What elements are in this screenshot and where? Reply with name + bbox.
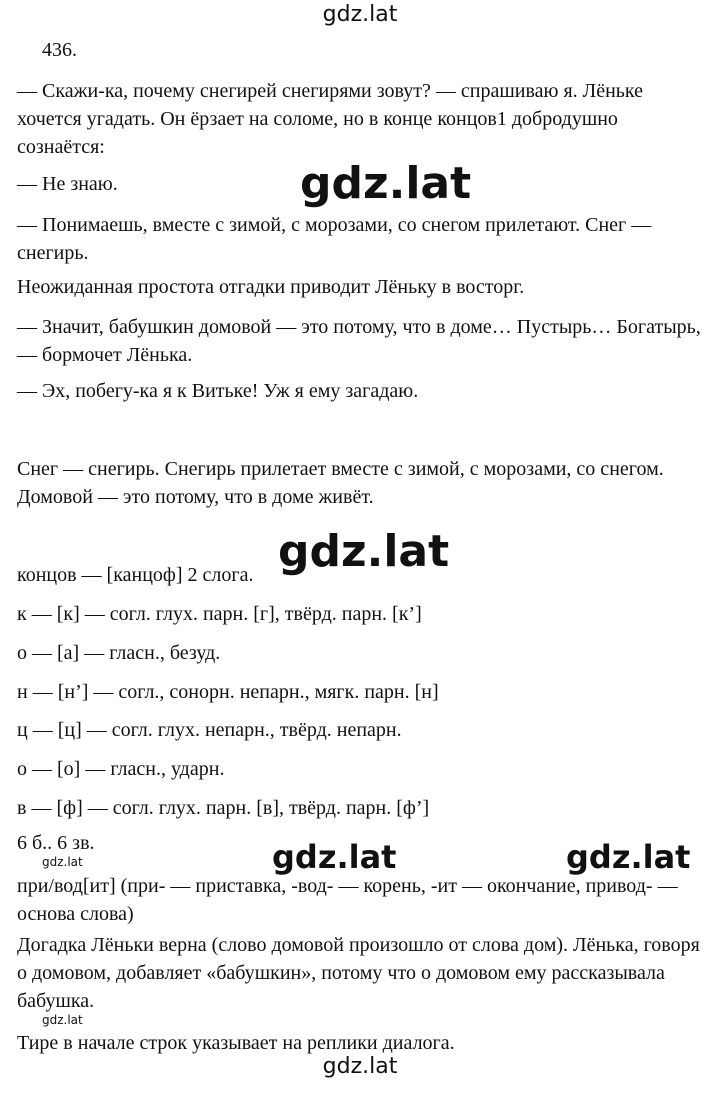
phonetic-summary: 6 б.. 6 зв. [17, 832, 95, 854]
morpheme-analysis: при/вод[ит] (при- — приставка, -вод- — корень, -ит — окончание, привод- — основа слова) [17, 875, 678, 925]
phonetic-line-5: о — [о] — гласн., ударн. [17, 758, 225, 780]
watermark-small-2: gdz.lat [42, 1013, 83, 1027]
phonetic-line-4: ц — [ц] — согл. глух. непарн., твёрд. непарн. [17, 719, 402, 741]
task-number: 436. [42, 39, 77, 61]
answer-paragraph: Снег — снегирь. Снегирь прилетает вместе с зимой, с морозами, со снегом. Домовой — это потому, что в доме живёт. [17, 458, 664, 508]
dialog-line-1: — Скажи-ка, почему снегирей снегирями зовут? — спрашиваю я. Лёньке хочется угадать. Он ёрзает на соломе, но в конце концов1 добродушно сознаётся: [17, 80, 644, 158]
watermark-small-1: gdz.lat [42, 855, 83, 869]
dialog-line-5: — Значит, бабушкин домовой — это потому, что в доме… Пустырь… Богатырь, — бормочет Лёнька. [17, 316, 701, 366]
dialog-line-3: — Понимаешь, вместе с зимой, с морозами, со снегом прилетают. Снег — снегирь. [17, 214, 652, 264]
watermark-bottom: gdz.lat [322, 1054, 398, 1079]
watermark-mid-2: gdz.lat [566, 838, 691, 876]
dialog-line-2: — Не знаю. [17, 173, 118, 195]
watermark-big-2: gdz.lat [278, 526, 450, 577]
phonetic-header: концов — [канцоф] 2 слога. [17, 564, 254, 586]
watermark-mid-1: gdz.lat [272, 838, 397, 876]
phonetic-line-2: о — [а] — гласн., безуд. [17, 642, 221, 664]
dash-note: Тире в начале строк указывает на реплики диалога. [17, 1032, 455, 1054]
dialog-line-4: Неожиданная простота отгадки приводит Лёньку в восторг. [17, 276, 525, 298]
watermark-top: gdz.lat [322, 2, 398, 27]
watermark-big-1: gdz.lat [300, 158, 472, 209]
phonetic-line-6: в — [ф] — согл. глух. парн. [в], твёрд. парн. [ф’] [17, 797, 430, 819]
phonetic-line-3: н — [н’] — согл., сонорн. непарн., мягк. парн. [н] [17, 681, 439, 703]
conclusion-paragraph: Догадка Лёньки верна (слово домовой произошло от слова дом). Лёнька, говоря о домовом, добавляет «бабушкин», потому что о домовом ему рассказывала бабушка. [17, 934, 700, 1012]
phonetic-line-1: к — [к] — согл. глух. парн. [г], твёрд. парн. [к’] [17, 603, 422, 625]
dialog-line-6: — Эх, побегу-ка я к Витьке! Уж я ему загадаю. [17, 380, 419, 402]
